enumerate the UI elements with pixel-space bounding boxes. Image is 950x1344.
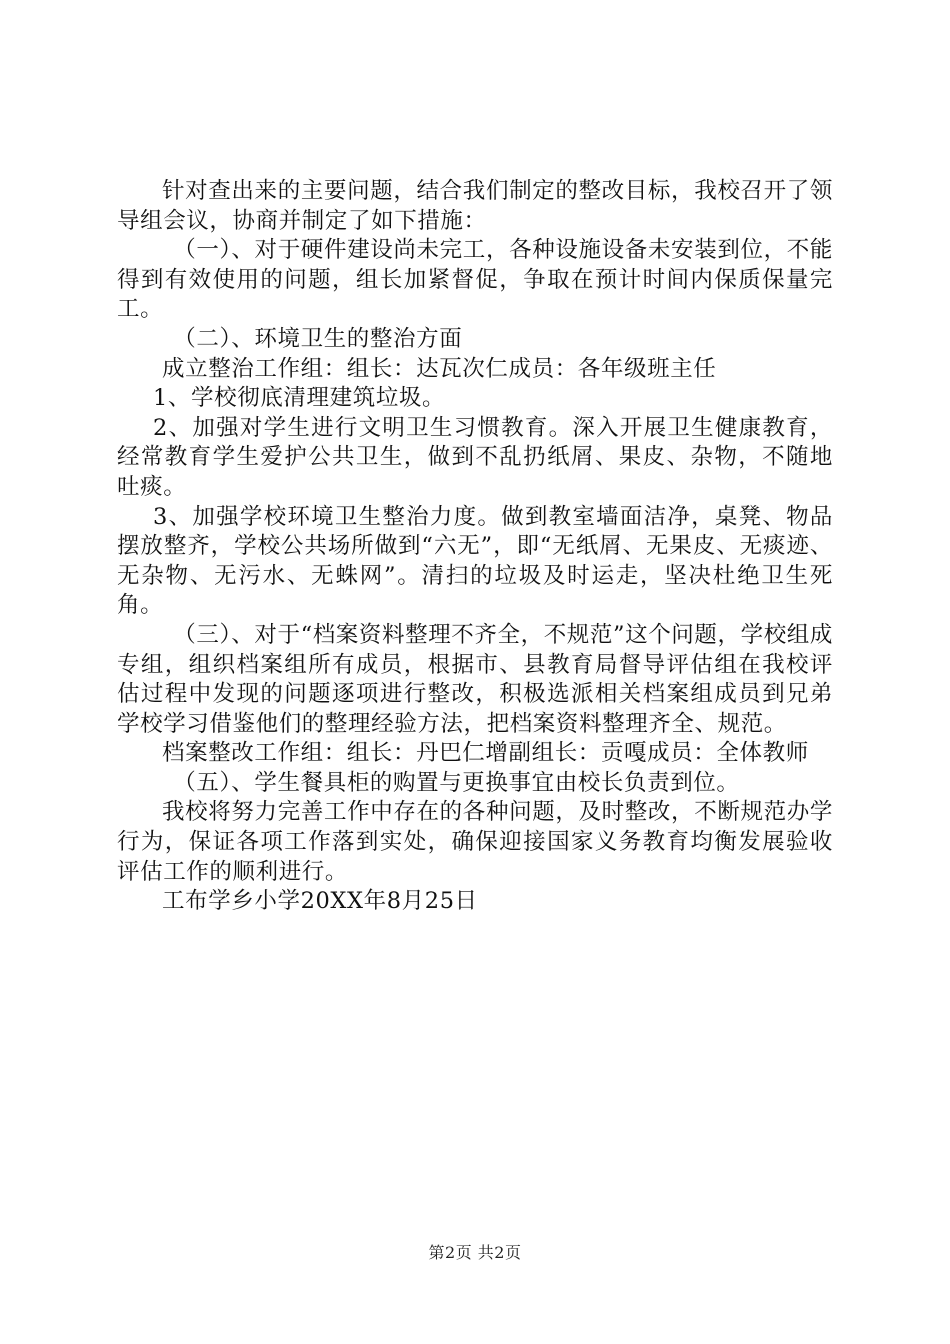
signature-date-line: 工布学乡小学20XX年8月25日 <box>162 888 478 915</box>
archive-group-line: 档案整改工作组：组长：丹巴仁增副组长：贡嘎成员：全体教师 <box>162 740 809 767</box>
measure-five-paragraph: （五）、学生餐具柜的购置与更换事宜由校长负责到位。 <box>173 769 740 796</box>
measure-three-paragraph: （三）、对于“档案资料整理不齐全，不规范”这个问题，学校组成专组，组织档案组所有成员，根据市、县教育局督导评估组在我校评估过程中发现的问题逐项进行整改，积极选派相关档案组成员到兄弟学校学习借鉴他们的整理经验方法，把档案资料整理齐全、规范。 <box>117 621 834 737</box>
page-number-footer: 第2页 共2页 <box>428 1243 522 1262</box>
sanitation-item-2: 2、加强对学生进行文明卫生习惯教育。深入开展卫生健康教育，经常教育学生爱护公共卫生，做到不乱扔纸屑、果皮、杂物，不随地吐痰。 <box>117 414 833 500</box>
intro-paragraph: 针对查出来的主要问题，结合我们制定的整改目标，我校召开了领导组会议，协商并制定了如下措施： <box>117 178 833 234</box>
sanitation-group-line: 成立整治工作组：组长：达瓦次仁成员：各年级班主任 <box>162 355 717 382</box>
sanitation-item-1: 1、学校彻底清理建筑垃圾。 <box>153 385 446 412</box>
sanitation-item-3: 3、加强学校环境卫生整治力度。做到教室墙面洁净，桌凳、物品摆放整齐，学校公共场所做到“六无”，即“无纸屑、无果皮、无痰迹、无杂物、无污水、无蛛网”。清扫的垃圾及时运走，坚决杜绝卫生死角。 <box>117 503 833 619</box>
measure-two-heading: （二）、环境卫生的整治方面 <box>173 325 463 352</box>
measure-one-paragraph: （一）、对于硬件建设尚未完工，各种设施设备未安装到位，不能得到有效使用的问题，组长加紧督促，争取在预计时间内保质保量完工。 <box>117 237 833 323</box>
document-body <box>117 177 833 917</box>
closing-paragraph: 我校将努力完善工作中存在的各种问题，及时整改，不断规范办学行为，保证各项工作落到实处，确保迎接国家义务教育均衡发展验收评估工作的顺利进行。 <box>117 799 833 885</box>
